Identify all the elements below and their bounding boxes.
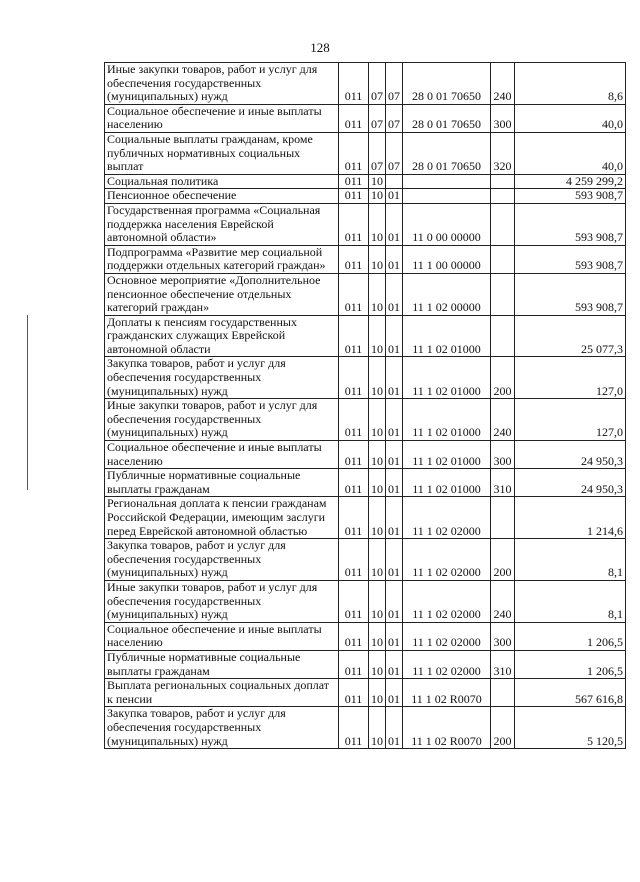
table-row — [105, 203, 626, 245]
row-expense-type-code: 240 — [491, 63, 515, 105]
row-subsection-code: 01 — [386, 357, 403, 399]
row-subsection-code — [386, 174, 403, 189]
table-row — [105, 707, 626, 749]
row-target-article-code — [403, 174, 491, 189]
row-section-code: 10 — [369, 273, 386, 315]
row-target-article-code: 28 0 01 70650 — [403, 104, 491, 132]
row-admin-code: 011 — [339, 539, 369, 581]
row-admin-code: 011 — [339, 245, 369, 273]
row-sum: 567 616,8 — [515, 679, 626, 707]
row-section-code: 10 — [369, 622, 386, 650]
row-admin-code: 011 — [339, 132, 369, 174]
row-section-code: 10 — [369, 357, 386, 399]
table-row — [105, 174, 626, 189]
row-target-article-code: 11 1 02 01000 — [403, 399, 491, 441]
row-expense-type-code: 200 — [491, 539, 515, 581]
row-subsection-code: 01 — [386, 203, 403, 245]
row-name: Закупка товаров, работ и услуг для обеспечения государственных (муниципальных) нужд — [105, 357, 339, 399]
row-expense-type-code — [491, 497, 515, 539]
row-name: Социальное обеспечение и иные выплаты населению — [105, 104, 339, 132]
row-admin-code: 011 — [339, 650, 369, 678]
row-target-article-code: 11 1 02 01000 — [403, 357, 491, 399]
row-section-code: 07 — [369, 104, 386, 132]
row-subsection-code: 01 — [386, 497, 403, 539]
row-sum: 40,0 — [515, 132, 626, 174]
row-admin-code: 011 — [339, 315, 369, 357]
table-row — [105, 245, 626, 273]
row-expense-type-code: 300 — [491, 622, 515, 650]
row-name: Государственная программа «Социальная поддержка населения Еврейской автономной области» — [105, 203, 339, 245]
row-sum: 8,1 — [515, 539, 626, 581]
row-sum: 1 206,5 — [515, 650, 626, 678]
row-target-article-code: 28 0 01 70650 — [403, 132, 491, 174]
row-expense-type-code: 300 — [491, 104, 515, 132]
row-expense-type-code: 310 — [491, 650, 515, 678]
row-expense-type-code — [491, 203, 515, 245]
row-admin-code: 011 — [339, 174, 369, 189]
row-expense-type-code: 310 — [491, 469, 515, 497]
row-admin-code: 011 — [339, 104, 369, 132]
row-section-code: 10 — [369, 707, 386, 749]
row-section-code: 10 — [369, 399, 386, 441]
row-expense-type-code: 300 — [491, 441, 515, 469]
row-expense-type-code — [491, 273, 515, 315]
row-expense-type-code: 200 — [491, 707, 515, 749]
row-target-article-code: 11 1 02 02000 — [403, 497, 491, 539]
row-sum: 593 908,7 — [515, 203, 626, 245]
row-subsection-code: 01 — [386, 399, 403, 441]
row-target-article-code: 11 1 00 00000 — [403, 245, 491, 273]
row-admin-code: 011 — [339, 399, 369, 441]
row-subsection-code: 07 — [386, 132, 403, 174]
row-target-article-code: 11 1 02 02000 — [403, 580, 491, 622]
row-section-code: 10 — [369, 469, 386, 497]
row-target-article-code: 11 1 02 02000 — [403, 650, 491, 678]
row-sum: 593 908,7 — [515, 245, 626, 273]
row-section-code: 10 — [369, 679, 386, 707]
row-name: Публичные нормативные социальные выплаты гражданам — [105, 469, 339, 497]
row-name: Социальная политика — [105, 174, 339, 189]
row-section-code: 10 — [369, 539, 386, 581]
row-sum: 8,1 — [515, 580, 626, 622]
row-admin-code: 011 — [339, 679, 369, 707]
row-expense-type-code — [491, 245, 515, 273]
row-subsection-code: 01 — [386, 245, 403, 273]
row-sum: 4 259 299,2 — [515, 174, 626, 189]
row-sum: 8,6 — [515, 63, 626, 105]
row-sum: 40,0 — [515, 104, 626, 132]
row-target-article-code: 11 1 02 01000 — [403, 315, 491, 357]
row-name: Выплата региональных социальных доплат к пенсии — [105, 679, 339, 707]
table-row — [105, 132, 626, 174]
row-sum: 1 206,5 — [515, 622, 626, 650]
table-row — [105, 189, 626, 204]
row-admin-code: 011 — [339, 469, 369, 497]
table-row — [105, 273, 626, 315]
page-number: 128 — [310, 40, 330, 55]
row-target-article-code: 11 1 02 02000 — [403, 539, 491, 581]
row-name: Закупка товаров, работ и услуг для обеспечения государственных (муниципальных) нужд — [105, 539, 339, 581]
row-section-code: 10 — [369, 650, 386, 678]
row-target-article-code: 11 1 02 R0070 — [403, 707, 491, 749]
table-row — [105, 63, 626, 105]
row-target-article-code: 11 1 02 01000 — [403, 469, 491, 497]
row-target-article-code: 11 1 02 01000 — [403, 441, 491, 469]
row-subsection-code: 07 — [386, 63, 403, 105]
row-sum: 593 908,7 — [515, 273, 626, 315]
margin-line — [27, 315, 28, 490]
row-sum: 593 908,7 — [515, 189, 626, 204]
row-sum: 5 120,5 — [515, 707, 626, 749]
row-expense-type-code: 320 — [491, 132, 515, 174]
row-section-code: 10 — [369, 189, 386, 204]
row-sum: 25 077,3 — [515, 315, 626, 357]
row-admin-code: 011 — [339, 273, 369, 315]
table-row — [105, 399, 626, 441]
row-name: Пенсионное обеспечение — [105, 189, 339, 204]
row-subsection-code: 01 — [386, 189, 403, 204]
row-section-code: 10 — [369, 174, 386, 189]
row-subsection-code: 01 — [386, 315, 403, 357]
row-admin-code: 011 — [339, 357, 369, 399]
table-row — [105, 497, 626, 539]
row-admin-code: 011 — [339, 707, 369, 749]
row-name: Социальное обеспечение и иные выплаты населению — [105, 441, 339, 469]
row-target-article-code: 11 0 00 00000 — [403, 203, 491, 245]
row-section-code: 10 — [369, 441, 386, 469]
row-admin-code: 011 — [339, 580, 369, 622]
budget-table-body — [105, 63, 626, 749]
row-admin-code: 011 — [339, 441, 369, 469]
row-name: Социальное обеспечение и иные выплаты населению — [105, 622, 339, 650]
row-name: Закупка товаров, работ и услуг для обеспечения государственных (муниципальных) нужд — [105, 707, 339, 749]
row-sum: 1 214,6 — [515, 497, 626, 539]
row-expense-type-code: 240 — [491, 580, 515, 622]
row-sum: 24 950,3 — [515, 441, 626, 469]
row-section-code: 10 — [369, 497, 386, 539]
row-expense-type-code — [491, 679, 515, 707]
budget-table — [104, 62, 626, 749]
row-subsection-code: 01 — [386, 273, 403, 315]
table-row — [105, 679, 626, 707]
row-expense-type-code — [491, 315, 515, 357]
table-row — [105, 622, 626, 650]
row-name: Доплаты к пенсиям государственных гражданских служащих Еврейской автономной области — [105, 315, 339, 357]
row-section-code: 10 — [369, 315, 386, 357]
row-sum: 24 950,3 — [515, 469, 626, 497]
table-row — [105, 539, 626, 581]
row-subsection-code: 01 — [386, 580, 403, 622]
row-target-article-code — [403, 189, 491, 204]
table-row — [105, 315, 626, 357]
row-target-article-code: 11 1 02 R0070 — [403, 679, 491, 707]
table-row — [105, 104, 626, 132]
row-section-code: 07 — [369, 132, 386, 174]
row-name: Социальные выплаты гражданам, кроме публичных нормативных социальных выплат — [105, 132, 339, 174]
row-subsection-code: 01 — [386, 539, 403, 581]
row-subsection-code: 01 — [386, 650, 403, 678]
row-admin-code: 011 — [339, 203, 369, 245]
row-expense-type-code — [491, 174, 515, 189]
row-target-article-code: 11 1 02 00000 — [403, 273, 491, 315]
row-name: Подпрограмма «Развитие мер социальной поддержки отдельных категорий граждан» — [105, 245, 339, 273]
row-section-code: 07 — [369, 63, 386, 105]
row-name: Публичные нормативные социальные выплаты гражданам — [105, 650, 339, 678]
row-expense-type-code — [491, 189, 515, 204]
row-admin-code: 011 — [339, 622, 369, 650]
row-admin-code: 011 — [339, 63, 369, 105]
row-admin-code: 011 — [339, 189, 369, 204]
table-row — [105, 580, 626, 622]
row-subsection-code: 01 — [386, 441, 403, 469]
row-subsection-code: 01 — [386, 679, 403, 707]
table-row — [105, 441, 626, 469]
row-expense-type-code: 240 — [491, 399, 515, 441]
budget-table-container — [104, 62, 626, 749]
row-sum: 127,0 — [515, 399, 626, 441]
row-admin-code: 011 — [339, 497, 369, 539]
row-target-article-code: 11 1 02 02000 — [403, 622, 491, 650]
row-name: Иные закупки товаров, работ и услуг для обеспечения государственных (муниципальных) нужд — [105, 63, 339, 105]
table-row — [105, 357, 626, 399]
row-subsection-code: 01 — [386, 707, 403, 749]
row-name: Региональная доплата к пенсии гражданам Российской Федерации, имеющим заслуги перед Еврейской автономной областью — [105, 497, 339, 539]
row-subsection-code: 01 — [386, 622, 403, 650]
row-target-article-code: 28 0 01 70650 — [403, 63, 491, 105]
table-row — [105, 650, 626, 678]
row-section-code: 10 — [369, 203, 386, 245]
row-section-code: 10 — [369, 580, 386, 622]
row-subsection-code: 07 — [386, 104, 403, 132]
row-sum: 127,0 — [515, 357, 626, 399]
row-name: Иные закупки товаров, работ и услуг для обеспечения государственных (муниципальных) нужд — [105, 399, 339, 441]
row-name: Иные закупки товаров, работ и услуг для обеспечения государственных (муниципальных) нужд — [105, 580, 339, 622]
row-section-code: 10 — [369, 245, 386, 273]
table-row — [105, 469, 626, 497]
row-expense-type-code: 200 — [491, 357, 515, 399]
row-name: Основное мероприятие «Дополнительное пенсионное обеспечение отдельных категорий граждан» — [105, 273, 339, 315]
row-subsection-code: 01 — [386, 469, 403, 497]
